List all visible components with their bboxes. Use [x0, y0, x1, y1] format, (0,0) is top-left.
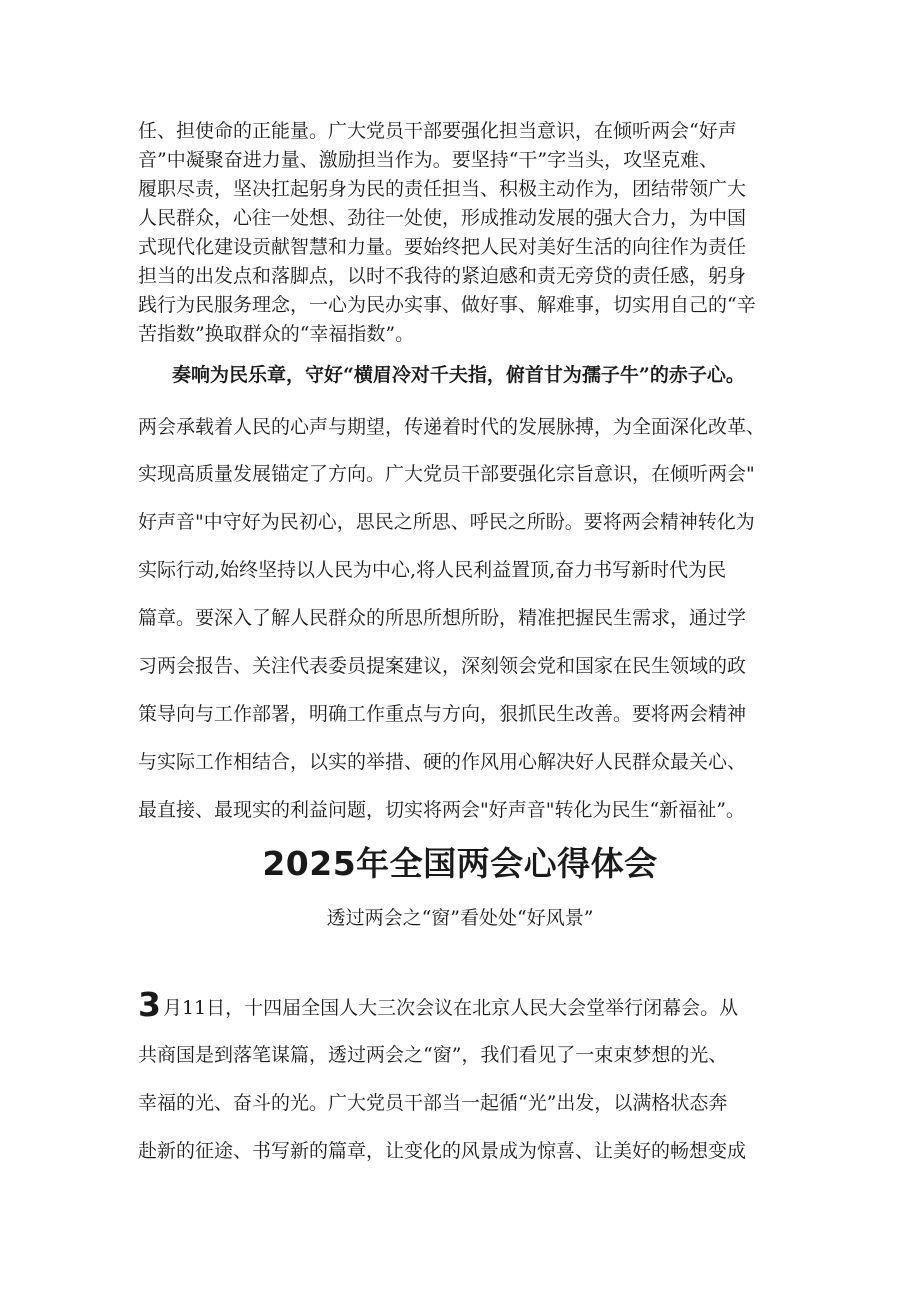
- text-line: 式现代化建设贡献智慧和力量。要始终把人民对美好生活的向往作为责任: [138, 236, 747, 258]
- text-line: 习两会报告、关注代表委员提案建议，深刻领会党和国家在民生领域的政: [138, 655, 747, 677]
- text-line: 共商国是到落笔谋篇，透过两会之“窗”，我们看见了一束束梦想的光、: [138, 1044, 728, 1066]
- text-line: 人民群众，心往一处想、劲往一处使，形成推动发展的强大合力，为中国: [138, 207, 747, 229]
- text-line: 担当的出发点和落脚点，以时不我待的紧迫感和责无旁贷的责任感，躬身: [138, 265, 747, 287]
- page-title: 2025年全国两会心得体会: [262, 844, 658, 883]
- text-line: 音”中凝聚奋进力量、激励担当作为。要坚持“干”字当头，攻坚克难、: [138, 149, 719, 171]
- page-subtitle: 透过两会之“窗”看处处“好风景”: [326, 907, 594, 929]
- text-line: 实际行动,始终坚持以人民为中心,将人民利益置顶,奋力书写新时代为民: [138, 559, 727, 581]
- text-line: 幸福的光、奋斗的光。广大党员干部当一起循“光”出发，以满格状态奔: [138, 1092, 728, 1114]
- section-heading: 奏响为民乐章，守好“横眉冷对千夫指，俯首甘为孺子牛”的赤子心。: [172, 364, 745, 386]
- drop-cap: 3: [138, 985, 161, 1024]
- text-line-rest: 月11日，十四届全国人大三次会议在北京人民大会堂举行闭幕会。从: [162, 997, 739, 1019]
- text-line: 策导向与工作部署，明确工作重点与方向，狠抓民生改善。要将两会精神: [138, 703, 747, 725]
- text-line: 苦指数”换取群众的“幸福指数”。: [138, 323, 415, 345]
- text-line: 践行为民服务理念，一心为民办实事、做好事、解难事，切实用自己的“辛: [138, 294, 756, 316]
- text-line: 实现高质量发展锚定了方向。广大党员干部要强化宗旨意识，在倾听两会": [138, 463, 755, 485]
- text-line: 好声音"中守好为民初心，思民之所思、呼民之所盼。要将两会精神转化为: [138, 511, 755, 533]
- text-line: 两会承载着人民的心声与期望，传递着时代的发展脉搏，为全面深化改革、: [138, 416, 766, 438]
- text-line: 赴新的征途、书写新的篇章，让变化的风景成为惊喜、让美好的畅想变成: [138, 1140, 747, 1162]
- text-line-first: [138, 985, 788, 1024]
- text-line: 任、担使命的正能量。广大党员干部要强化担当意识，在倾听两会“好声: [138, 120, 737, 142]
- text-line: 与实际工作相结合，以实的举措、硬的作风用心解决好人民群众最关心、: [138, 751, 747, 773]
- text-line: 篇章。要深入了解人民群众的所思所想所盼，精准把握民生需求，通过学: [138, 607, 747, 629]
- text-line: 最直接、最现实的利益问题，切实将两会"好声音"转化为民生“新福祉”。: [138, 799, 745, 821]
- text-line: 履职尽责，坚决扛起躬身为民的责任担当、积极主动作为，团结带领广大: [138, 178, 747, 200]
